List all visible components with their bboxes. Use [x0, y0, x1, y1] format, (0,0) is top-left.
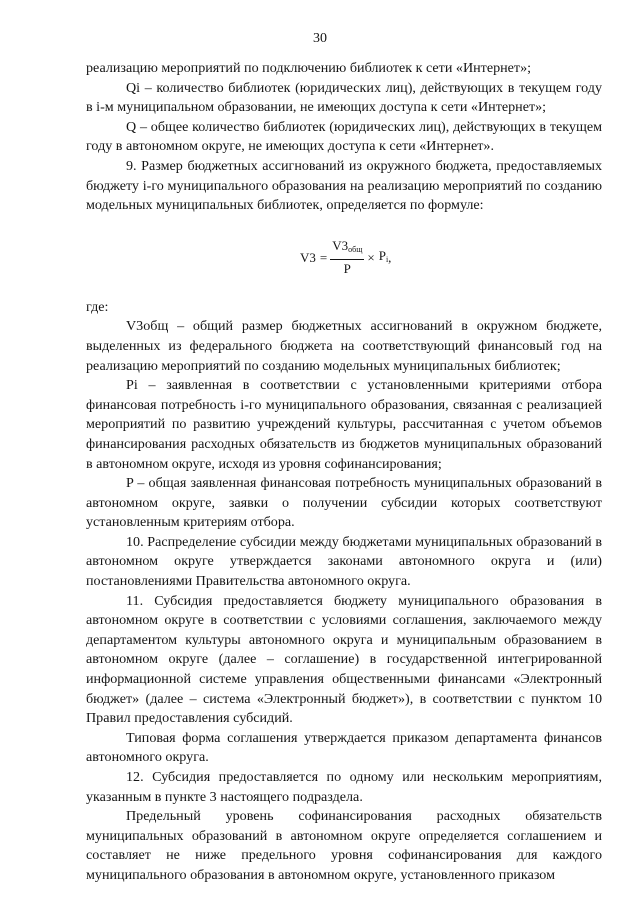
paragraph: Предельный уровень софинансирования расходных обязательств муниципальных образований в автономном округе определяется соглашением и составляет не ниже предельного уровня софинансирования для каждого муниципального образования в автономном округе, установленного приказом	[86, 808, 602, 883]
paragraph: Qi – количество библиотек (юридических лиц), действующих в текущем году в i-м муниципальном образовании, не имеющих доступа к сети «Интернет»;	[86, 79, 602, 116]
formula-fraction	[330, 238, 364, 277]
paragraph: 10. Распределение субсидии между бюджетами муниципальных образований в автономном округе утверждается законами автономного округа и (или) постановлениями Правительства автономного округа.	[86, 533, 602, 590]
formula-numerator	[330, 238, 364, 260]
numerator-subscript: общ	[348, 245, 363, 255]
paragraph: 11. Субсидия предоставляется бюджету муниципального образования в автономном округе в соответствии с условиями соглашения, заключаемого между департаментом культуры автономного округа и муниципальным образованием в автономном округе (далее – соглашение) в государственной интегрированной информационной системе управления общественными финансами «Электронный бюджет» (далее – система «Электронный бюджет»), в соответствии с пунктом 10 Правил предоставления субсидий.	[86, 592, 602, 727]
numerator-text: V3	[332, 238, 349, 254]
p-text: P	[378, 247, 386, 263]
paragraph: V3общ – общий размер бюджетных ассигнований в окружном бюджете, выделенных из федерального бюджета на соответствующий финансовый год на реализацию мероприятий по созданию модельных муниципальных библиотек;	[86, 318, 602, 374]
formula-equals: =	[319, 249, 328, 265]
paragraph: реализацию мероприятий по подключению библиотек к сети «Интернет»;	[86, 60, 532, 76]
formula-p	[379, 246, 388, 270]
paragraph: 12. Субсидия предоставляется по одному или нескольким мероприятиям, указанным в пункте 3 настоящего подраздела.	[86, 769, 602, 805]
page-number: 30	[313, 31, 327, 46]
formula-lhs: V3	[300, 249, 316, 265]
where-label: где:	[86, 298, 109, 315]
formula-block	[86, 216, 602, 298]
formula-denominator: P	[343, 261, 351, 277]
paragraph: P – общая заявленная финансовая потребность муниципальных образований в автономном округе, заявки о получении субсидии которых соответствуют установленным критериям отбора.	[86, 475, 602, 531]
paragraph: Типовая форма соглашения утверждается приказом департамента финансов автономного округа.	[86, 729, 602, 766]
paragraph: Pi – заявленная в соответствии с установленными критериями отбора финансовая потребность i-го муниципального образования, связанная с реализацией мероприятий по развитию учреждений культуры, рассчитанная с учетом объемов финансирования расходных обязательств из бюджетов муниципальных образований в автономном округе, исходя из уровня софинансирования;	[86, 377, 602, 472]
formula	[300, 238, 391, 278]
paragraph: Q – общее количество библиотек (юридических лиц), действующих в текущем году в автономном округе, не имеющих доступа к сети «Интернет».	[86, 118, 602, 155]
paragraph: 9. Размер бюджетных ассигнований из окружного бюджета, предоставляемых бюджету i-го муниципального образования на реализацию мероприятий по созданию модельных муниципальных библиотек, определяется по формуле:	[86, 157, 602, 214]
document-body	[86, 59, 602, 886]
formula-trailing: ,	[388, 249, 392, 265]
p-subscript: i	[385, 254, 389, 264]
formula-times: ×	[367, 249, 375, 265]
